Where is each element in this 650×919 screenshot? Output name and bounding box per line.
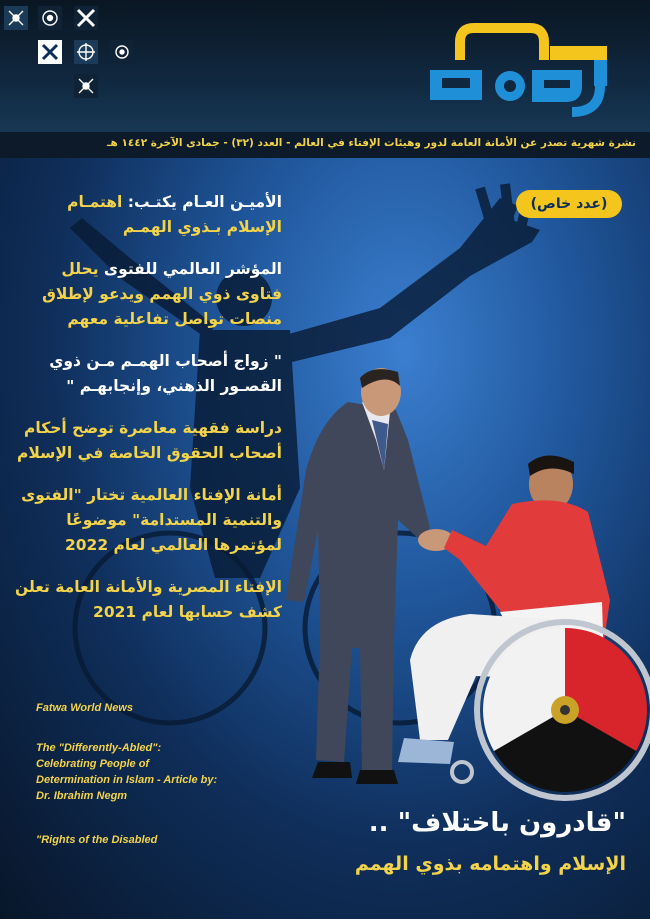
wheelchair-wheel	[477, 622, 650, 798]
headline-fatwa-index[interactable]: المؤشر العالمي للفتوى يحلل فتاوى ذوي الهمم ويدعو لإطلاق منصات تواصل تفاعلية معهم	[42, 260, 282, 328]
man-in-suit	[286, 368, 430, 784]
rights-of-disabled-label[interactable]: "Rights of the Disabled	[36, 834, 158, 846]
headline-conference-2022[interactable]: أمانة الإفتاء العالمية تختار "الفتوى والتنمية المستدامة" موضوعًا لمؤتمرها العالمي لعام 2022	[21, 486, 282, 554]
cover-main-title: "قادرون باختلاف" ..	[368, 808, 626, 838]
issue-subtitle: نشرة شهرية تصدر عن الأمانة العامة لدور وهيئات الإفتاء في العالم - العدد (٣٢) - جمادى الآخرة ١٤٤٢ هـ	[106, 137, 636, 149]
headlines-column	[14, 190, 282, 642]
headline-secretary-general[interactable]: الأميـن العـام يكتـب: اهتمـام الإسلام بـذوي الهمـم	[67, 193, 282, 236]
headline-accounts-2021[interactable]: الإفتاء المصرية والأمانة العامة تعلن كشف حسابها لعام 2021	[15, 578, 282, 621]
english-article-block[interactable]: The "Differently-Abled": Celebrating People of Determination in Islam - Article by: Dr. Ibrahim Negm	[36, 742, 218, 802]
fatwa-world-news-label[interactable]: Fatwa World News	[36, 702, 133, 714]
cover-main-subtitle: الإسلام واهتمامه بذوي الهمم	[354, 853, 626, 875]
headline-marriage[interactable]: " زواج أصحاب الهمـم مـن ذوي القصـور الذهني، وإنجابهـم "	[49, 352, 282, 395]
headline-jurisprudence-study[interactable]: دراسة فقهية معاصرة توضح أحكام أصحاب الحقوق الخاصة في الإسلام	[16, 419, 282, 462]
special-issue-badge: (عدد خاص)	[516, 190, 622, 218]
